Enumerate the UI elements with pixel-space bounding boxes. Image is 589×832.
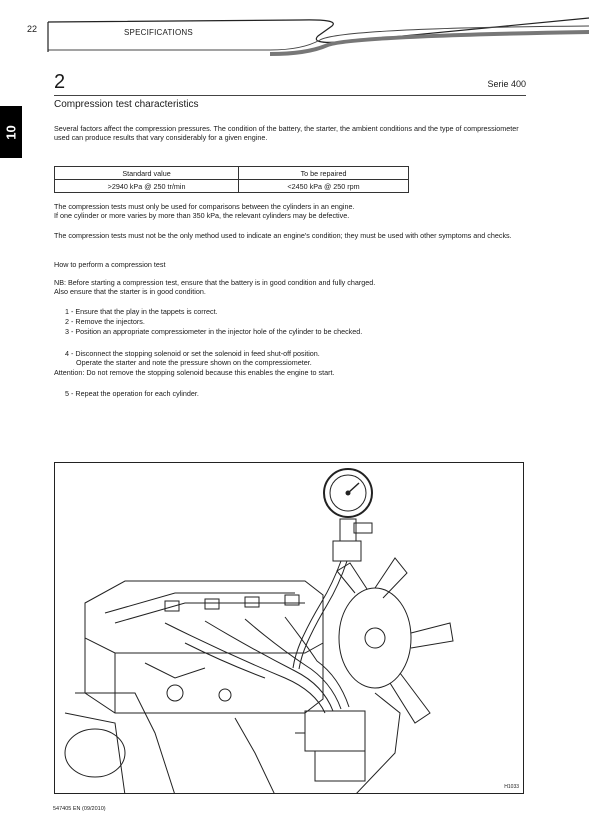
step-4-detail: Operate the starter and note the pressure shown on the compressiometer. bbox=[76, 358, 312, 367]
compression-values-table bbox=[54, 166, 409, 193]
step-3: 3 - Position an appropriate compressiometer in the injector hole of the cylinder to be checked. bbox=[65, 327, 363, 336]
title-rule bbox=[54, 95, 526, 96]
engine-compression-illustration bbox=[54, 462, 524, 794]
section-heading: Compression test characteristics bbox=[54, 99, 199, 110]
table-cell-repair: <2450 kPa @ 250 rpm bbox=[239, 180, 409, 193]
step-4: 4 - Disconnect the stopping solenoid or set the solenoid in feed shut-off position. bbox=[65, 349, 320, 358]
section-title: SPECIFICATIONS bbox=[124, 28, 193, 37]
attention-note: Attention: Do not remove the stopping solenoid because this enables the engine to start. bbox=[54, 368, 335, 377]
figure-code: H1033 bbox=[504, 784, 519, 790]
table-cell-standard: >2940 kPa @ 250 tr/min bbox=[55, 180, 239, 193]
series-label: Serie 400 bbox=[487, 79, 526, 89]
step-1: 1 - Ensure that the play in the tappets is correct. bbox=[65, 307, 218, 316]
how-to-heading: How to perform a compression test bbox=[54, 260, 166, 269]
table-header-repair: To be repaired bbox=[239, 167, 409, 180]
header-swoosh bbox=[40, 14, 589, 58]
nb-line-2: Also ensure that the starter is in good condition. bbox=[54, 287, 206, 296]
step-2: 2 - Remove the injectors. bbox=[65, 317, 145, 326]
intro-paragraph: Several factors affect the compression pressures. The condition of the battery, the starter, the ambient conditions and the type of compressiometer used can produce results that vary considerably for a given engine. bbox=[54, 124, 519, 143]
nb-line-1: NB: Before starting a compression test, ensure that the battery is in good condition and fully charged. bbox=[54, 278, 376, 287]
comparison-line-2: If one cylinder or more varies by more than 350 kPa, the relevant cylinders may be defective. bbox=[54, 211, 350, 220]
document-reference: 547405 EN (09/2010) bbox=[53, 806, 106, 812]
comparison-line-1: The compression tests must only be used for comparisons between the cylinders in an engine. bbox=[54, 202, 355, 211]
page-number: 22 bbox=[27, 24, 38, 34]
chapter-number: 2 bbox=[54, 71, 66, 93]
indicator-paragraph: The compression tests must not be the only method used to indicate an engine's condition; they must be used with other symptoms and checks. bbox=[54, 231, 512, 240]
step-5: 5 - Repeat the operation for each cylinder. bbox=[65, 389, 199, 398]
chapter-side-tab: 10 bbox=[0, 106, 22, 158]
engine-drawing bbox=[55, 463, 524, 794]
table-header-standard: Standard value bbox=[55, 167, 239, 180]
